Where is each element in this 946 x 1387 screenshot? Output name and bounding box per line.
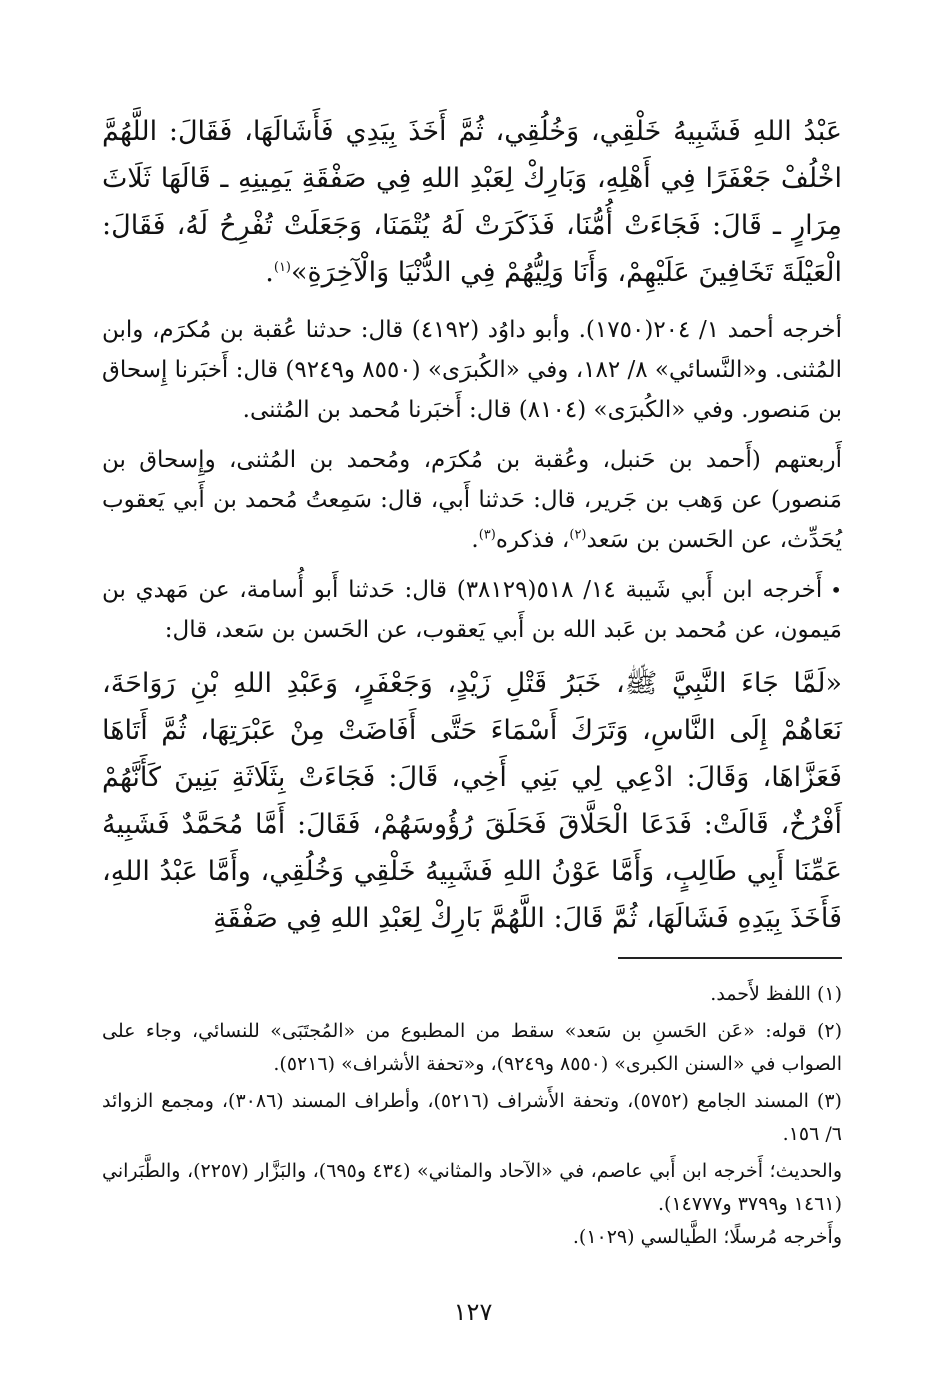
footnote-ref-2[interactable]: (٢) [569, 527, 587, 543]
footnotes-section [102, 978, 842, 1254]
takhrij-paragraph-2: أَربعتهم (أَحمد بن حَنبل، وعُقبة بن مُكرَم، ومُحمد بن المُثنى، وإِسحاق بن مَنصور) عن وَهب بن جَرير، قال: حَدثنا أَبي، قال: سَمِعتُ مُحمد بن أَبي يَعقوب يُحَدِّث، عن الحَسن بن سَعد$^{(٢)}$، فذكره$^{(٣)}$. [102, 447, 842, 553]
footnote-3-continuation-2: وأَخرجه مُرسلًا؛ الطَّيالسي (١٠٢٩). [572, 1226, 842, 1248]
footnote-ref-1[interactable]: (١) [273, 260, 291, 275]
footnote-3-continuation: والحديث؛ أَخرجه ابن أَبي عاصم، في «الآحاد والمثاني» (٤٣٤ و٦٩٥)، والبَزَّار (٢٢٥٧)، والطَّبَراني (١٤٦١ و٣٧٩٩ و١٤٧٧٧). [102, 1160, 842, 1215]
page-number: ١٢٧ [453, 1298, 493, 1326]
footnote-3: (٣) المسند الجامع (٥٧٥٢)، وتحفة الأَشراف (٥٢١٦)، وأطراف المسند (٣٠٨٦)، ومجمع الزوائد ٦/ ١٥٦. [102, 1090, 842, 1145]
footnote-separator [618, 957, 842, 959]
footnote-2: (٢) قوله: «عَن الحَسنِ بن سَعد» سقط من المطبوع من «المُجتَبَى» للنسائي، وجاء على الصواب في «السنن الكبرى» (٨٥٥٠ و٩٢٤٩)، و«تحفة الأشراف» (٥٢١٦). [102, 1020, 842, 1075]
hadith-text-continuation: عَبْدُ اللهِ فَشَبِيهُ خَلْقِي، وَخُلُقِي، ثُمَّ أَخَذَ بِيَدِي فَأَشَالَهَا، فَقَالَ: اللَّهُمَّ اخْلُفْ جَعْفَرًا فِي أَهْلِهِ، وَبَارِكْ لِعَبْدِ اللهِ فِي صَفْقَةِ يَمِينِهِ ـ قَالَهَا ثَلَاثَ مِرَارٍ ـ قَالَ: فَجَاءَتْ أُمُّنَا، فَذَكَرَتْ لَهُ يُتْمَنَا، وَجَعَلَتْ تُفْرِحُ لَهُ، فَقَالَ: الْعَيْلَةَ تَخَافِينَ عَلَيْهِمْ، وَأَنَا وَلِيُّهُمْ فِي الدُّنْيَا وَالْآخِرَةِ»$^{(١)}$. [102, 116, 842, 288]
main-text [102, 108, 842, 942]
footnote-ref-3[interactable]: (٣) [478, 527, 496, 543]
takhrij-paragraph-1: أخرجه أحمد ١/ ٢٠٤(١٧٥٠). وأبو داوُد (٤١٩٢) قال: حدثنا عُقبة بن مُكرَم، وابن المُثنى. و«النَّسائي» ٨/ ١٨٢، وفي «الكُبرَى» (٨٥٥٠ و٩٢٤٩) قال: أَخبَرنا إِسحاق بن مَنصور. وفي «الكُبرَى» (٨١٠٤) قال: أَخبَرنا مُحمد بن المُثنى. [102, 317, 843, 423]
bullet-icon: • [830, 578, 843, 602]
takhrij-paragraph-3: •أَخرجه ابن أَبي شَيبة ١٤/ ٥١٨(٣٨١٢٩) قال: حَدثنا أَبو أُسامة، عن مَهدي بن مَيمون، عن مُحمد بن عَبد الله بن أَبي يَعقوب، عن الحَسن بن سَعد، قال: [102, 577, 843, 643]
footnote-1: (١) اللفظ لأَحمد. [710, 983, 842, 1005]
hadith-text-2: «لَمَّا جَاءَ النَّبِيَّ ﷺ، خَبَرُ قَتْلِ زَيْدٍ، وَجَعْفَرٍ، وَعَبْدِ اللهِ بْنِ رَوَاحَةَ، نَعَاهُمْ إِلَى النَّاسِ، وَتَرَكَ أَسْمَاءَ حَتَّى أَفَاضَتْ مِنْ عَبْرَتِهَا، ثُمَّ أَتَاهَا فَعَزَّاهَا، وَقَالَ: ادْعِي لِي بَنِي أَخِي، قَالَ: فَجَاءَتْ بِثَلَاثَةِ بَنِينَ كَأَنَّهُمْ أَفْرُخٌ، قَالَتْ: فَدَعَا الْحَلَّاقَ فَحَلَقَ رُؤُوسَهُمْ، فَقَالَ: أَمَّا مُحَمَّدٌ فَشَبِيهُ عَمِّنَا أَبِي طَالِبٍ، وَأَمَّا عَوْنُ اللهِ فَشَبِيهُ خَلْقِي وَخُلُقِي، وأَمَّا عَبْدُ اللهِ، فَأَخَذَ بِيَدِهِ فَشَالَهَا، ثُمَّ قَالَ: اللَّهُمَّ بَارِكْ لِعَبْدِ اللهِ فِي صَفْقَةِ [102, 668, 842, 934]
